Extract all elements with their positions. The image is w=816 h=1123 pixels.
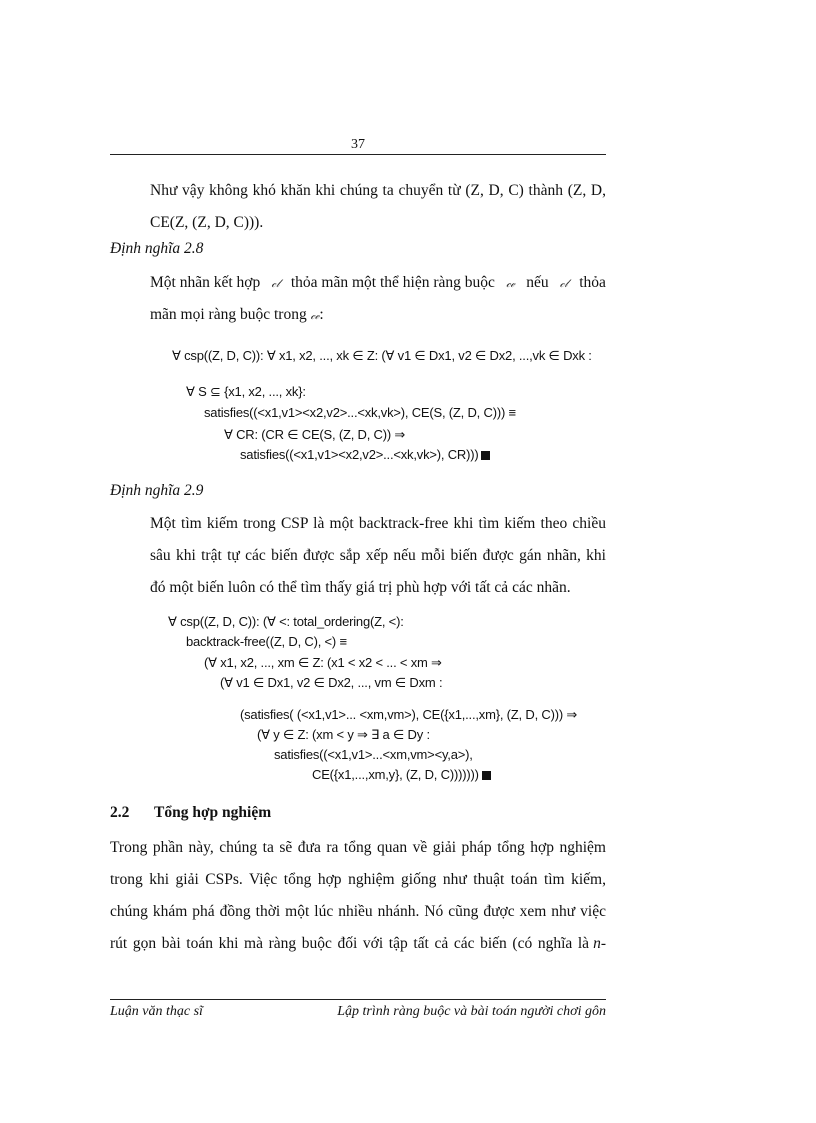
section-line-3: chúng khám phá đồng thời một lúc nhiều nhánh. Nó cũng được xem như việc [110,903,606,920]
definition-2-9-line-2: sâu khi trật tự các biến được sắp xếp nếu mỗi biến được gán nhãn, khi [150,547,606,564]
section-line-2: trong khi giải CSPs. Việc tổng hợp nghiệm giống như thuật toán tìm kiếm, [110,871,606,888]
formula-2-8-line-3: satisfies((<x1,v1><x2,v2>...<xk,vk>), CE(S, (Z, D, C))) ≡ [204,405,516,420]
formula-2-9-line-6: (∀ y ∈ Z: (xm < y ⇒ ∃ a ∈ Dy : [257,727,430,742]
formula-2-9-line-1: ∀ csp((Z, D, C)): (∀ <: total_ordering(Z, <): [168,614,404,629]
definition-2-9-label: Định nghĩa 2.9 [110,482,204,499]
def28-text-b: thỏa mãn một thể hiện ràng buộc [290,274,495,291]
definition-2-8-line-2 [150,299,324,332]
def28-text-a: Một nhãn kết hợp [150,274,261,291]
def28-colon: : [319,306,324,323]
footer-rule [110,999,606,1000]
formula-2-8-line-2: ∀ S ⊆ {x1, x2, ..., xk}: [186,384,306,399]
def28-text-e: mãn mọi ràng buộc trong [150,306,307,323]
formula-2-8-line-4: ∀ CR: (CR ∈ CE(S, (Z, D, C)) ⇒ [224,427,406,442]
intro-line-1: Như vậy không khó khăn khi chúng ta chuyển từ (Z, D, C) thành (Z, D, [150,182,606,199]
qed-square-icon [482,771,491,780]
header-rule [110,154,606,155]
page-number: 37 [351,137,365,152]
footer-left: Luận văn thạc sĩ [110,1004,203,1019]
formula-2-9-line-5: (satisfies( (<x1,v1>... <xm,vm>), CE({x1,...,xm}, (Z, D, C))) ⇒ [240,707,578,722]
definition-2-8-label: Định nghĩa 2.8 [110,240,204,257]
definition-2-9-line-1: Một tìm kiếm trong CSP là một backtrack-free khi tìm kiếm theo chiều [150,515,606,532]
def28-text-d: thỏa [579,274,606,291]
compound-label-symbol-2: 𝒸𝓁 [559,277,568,290]
section-line-4-tail: n- [593,935,606,952]
constraint-expression-symbol: 𝒸ℯ [506,277,515,290]
def28-text-c: nếu [526,274,549,291]
qed-square-icon [481,451,490,460]
formula-2-8-line-1: ∀ csp((Z, D, C)): ∀ x1, x2, ..., xk ∈ Z: (∀ v1 ∈ Dx1, v2 ∈ Dx2, ...,vk ∈ Dxk : [172,348,592,363]
constraint-expression-symbol-2: 𝒸ℯ [310,309,320,322]
intro-line-2: CE(Z, (Z, D, C))). [150,214,264,231]
formula-2-9-line-8-text: CE({x1,...,xm,y}, (Z, D, C))))))) [312,767,479,782]
footer-right: Lập trình ràng buộc và bài toán người chơi gôn [337,1004,606,1019]
definition-2-9-line-3: đó một biến luôn có thể tìm thấy giá trị phù hợp với tất cả các nhãn. [150,579,571,596]
definition-2-8-line-1 [150,267,606,300]
formula-2-8-line-5-text: satisfies((<x1,v1><x2,v2>...<xk,vk>), CR))) [240,447,479,462]
section-line-4 [110,928,606,960]
section-number: 2.2 [110,804,130,821]
compound-label-symbol: 𝒸𝓁 [271,277,280,290]
formula-2-8-line-5 [240,447,490,463]
formula-2-9-line-2: backtrack-free((Z, D, C), <) ≡ [186,634,347,649]
section-line-1: Trong phần này, chúng ta sẽ đưa ra tổng quan về giải pháp tổng hợp nghiệm [110,839,606,856]
section-title: Tổng hợp nghiệm [154,804,272,821]
formula-2-9-line-8 [312,767,491,783]
formula-2-9-line-3: (∀ x1, x2, ..., xm ∈ Z: (x1 < x2 < ... < xm ⇒ [204,655,442,670]
formula-2-9-line-4: (∀ v1 ∈ Dx1, v2 ∈ Dx2, ..., vm ∈ Dxm : [220,675,443,690]
formula-2-9-line-7: satisfies((<x1,v1>...<xm,vm><y,a>), [274,747,473,762]
section-line-4-text: rút gọn bài toán khi mà ràng buộc đối với tập tất cả các biến (có nghĩa là [110,935,590,952]
